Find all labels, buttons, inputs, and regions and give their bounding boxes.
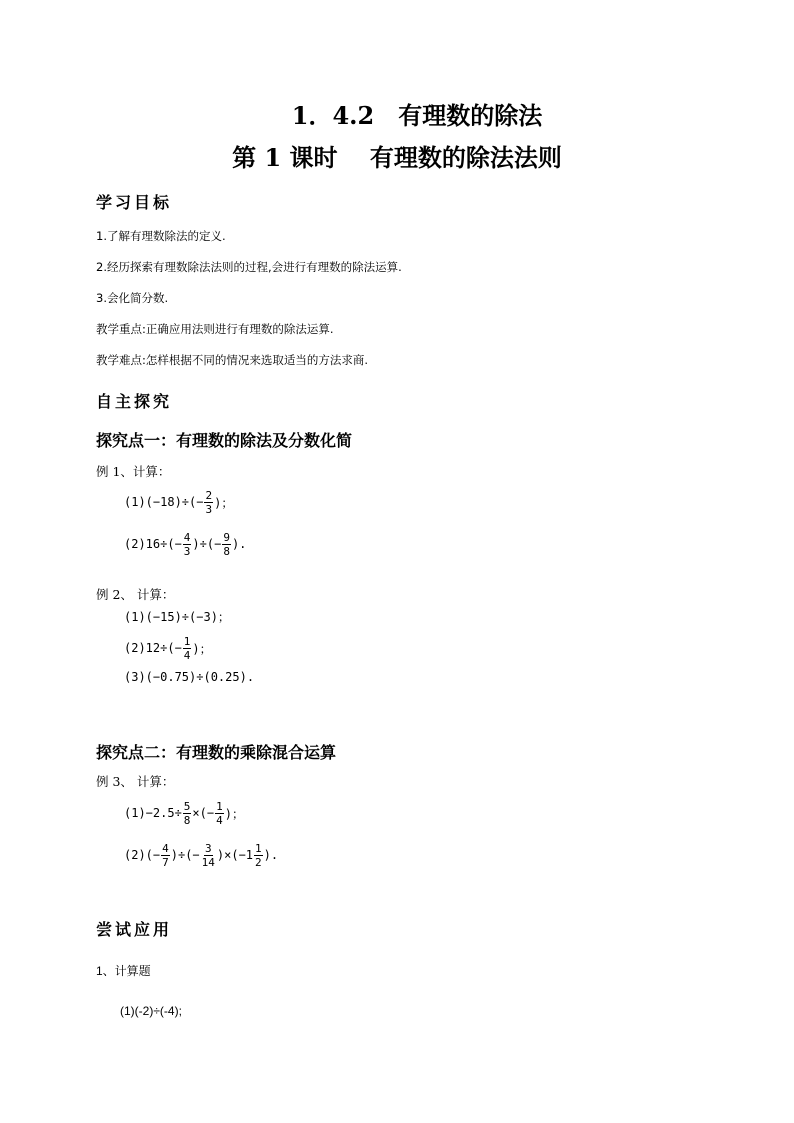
section-heading-explore: 自主探究: [96, 392, 173, 411]
explore-point-1: 探究点一：有理数的除法及分数化简: [96, 431, 353, 450]
fraction: $\frac{1}{4}$: [183, 634, 191, 662]
example-2-label: 例 2、 计算：: [96, 587, 175, 602]
doc-subtitle: 第 1 课时 有理数的除法法则: [232, 143, 562, 172]
example-1-problem-2: (2)16÷(− $\frac{4}{3}$ )÷(− $\frac{9}{8}$ ).: [124, 530, 247, 558]
goal-item: 3.会化简分数.: [96, 291, 169, 305]
example-1-label: 例 1、计算：: [96, 464, 171, 479]
apply-problem-1: (1)(-2)÷(-4);: [120, 1004, 182, 1018]
example-3-label: 例 3、 计算：: [96, 774, 175, 789]
explore-point-2: 探究点二：有理数的乘除混合运算: [96, 743, 337, 762]
section-heading-apply: 尝试应用: [96, 920, 173, 939]
section-heading-goals: 学习目标: [96, 193, 173, 212]
fraction: $\frac{4}{3}$: [183, 530, 191, 558]
fraction: $\frac{5}{8}$: [183, 799, 191, 827]
fraction: $\frac{9}{8}$: [223, 530, 230, 558]
difficulty-point: 教学难点:怎样根据不同的情况来选取适当的方法求商.: [96, 353, 369, 367]
example-2-problem-2: (2)12÷(− $\frac{1}{4}$ )；: [124, 634, 212, 662]
fraction: $\frac{2}{3}$: [205, 488, 213, 516]
fraction: $\frac{1}{4}$: [216, 799, 223, 827]
example-3-problem-1: (1)−2.5÷ $\frac{5}{8}$ ×(− $\frac{1}{4}$ )；: [124, 799, 244, 827]
apply-item-1: 1、计算题: [96, 964, 151, 978]
goal-item: 2.经历探索有理数除法法则的过程,会进行有理数的除法运算.: [96, 260, 402, 274]
fraction: $\frac{4}{7}$: [162, 841, 169, 869]
example-2-problem-1: (1)(−15)÷(−3)；: [124, 609, 230, 624]
example-1-problem-1: (1)(−18)÷(− $\frac{2}{3}$ )；: [124, 488, 234, 516]
example-3-problem-2: (2)(− $\frac{4}{7}$ )÷(− $\frac{3}{14}$ )×(−1 $\frac{1}{2}$ ).: [124, 841, 279, 869]
example-2-problem-3: (3)(−0.75)÷(0.25).: [124, 670, 255, 684]
fraction: $\frac{1}{2}$: [255, 841, 262, 869]
goal-item: 1.了解有理数除法的定义.: [96, 229, 226, 243]
key-point: 教学重点:正确应用法则进行有理数的除法运算.: [96, 322, 334, 336]
fraction: $\frac{3}{14}$: [201, 841, 215, 869]
doc-title: 1．4.2 有理数的除法: [291, 101, 543, 130]
